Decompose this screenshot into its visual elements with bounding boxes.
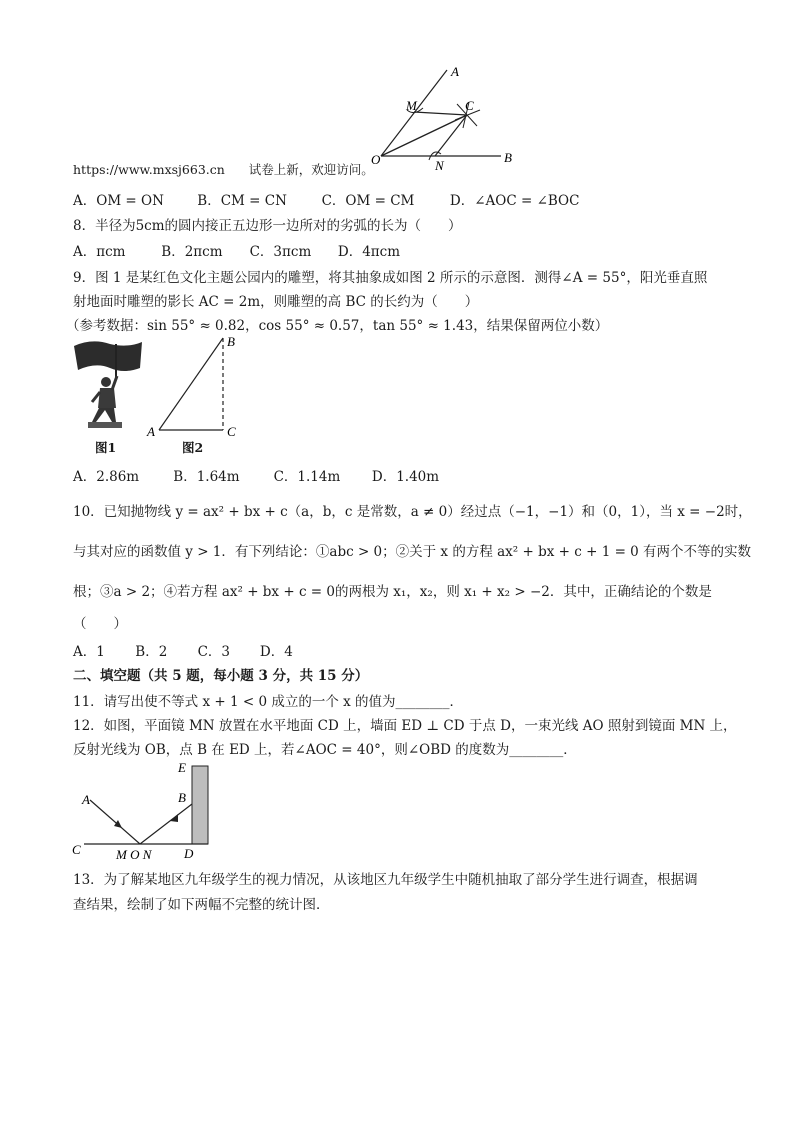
- q8-options: [73, 240, 400, 260]
- q7-figure: [365, 62, 525, 174]
- q9-option-d: D．1.40m: [371, 469, 440, 485]
- q9-fig1-label: 图1: [95, 440, 117, 455]
- q10-option-b: B．2: [135, 644, 168, 660]
- q13-line1: 13．为了解某地区九年级学生的视力情况，从该地区九年级学生中随机抽取了部分学生进行调查，根据调: [73, 872, 698, 888]
- q7-label-N: N: [435, 158, 444, 173]
- site-banner: [73, 160, 374, 178]
- q9-line1: 9．图 1 是某红色文化主题公园内的雕塑，将其抽象成如图 2 所示的示意图．测得∠A = 55°，阳光垂直照: [73, 270, 708, 286]
- q12-label-A: A: [82, 792, 90, 807]
- q10-option-c: C．3: [197, 644, 231, 660]
- q9-option-b: B．1.64m: [173, 469, 240, 485]
- section-2-heading: 二、填空题（共 5 题，每小题 3 分，共 15 分）: [73, 668, 369, 684]
- q12-figure: [70, 758, 220, 864]
- q7-label-O: O: [371, 152, 381, 167]
- q12-label-D: D: [184, 846, 194, 861]
- q10-line1: 10．已知抛物线 y = ax² + bx + c（a，b，c 是常数，a ≠ 0）经过点（−1，−1）和（0，1），当 x = −2时，: [73, 504, 752, 520]
- q8-option-c: C．3πcm: [249, 244, 312, 260]
- q7-option-a: A．OM = ON: [73, 193, 164, 209]
- q7-option-d: D．∠AOC = ∠BOC: [449, 193, 580, 209]
- q12-label-MON: M O N: [116, 847, 152, 862]
- site-url[interactable]: https://www.mxsj663.cn: [73, 162, 225, 177]
- q7-label-M: M: [406, 98, 417, 113]
- q12-line1: 12．如图，平面镜 MN 放置在水平地面 CD 上，墙面 ED ⊥ CD 于点 D，一束光线 AO 照射到镜面 MN 上，: [73, 718, 737, 734]
- q7-option-b: B．CM = CN: [197, 193, 287, 209]
- q11-stem: 11．请写出使不等式 x + 1 < 0 成立的一个 x 的值为________．: [73, 694, 464, 710]
- q7-options: [73, 189, 579, 209]
- q10-line2: 与其对应的函数值 y > 1．有下列结论：①abc > 0；②关于 x 的方程 ax² + bx + c + 1 = 0 有两个不等的实数: [73, 544, 752, 560]
- q9-option-a: A．2.86m: [73, 469, 140, 485]
- q9-fig2-label-B: B: [227, 334, 235, 349]
- q7-label-B: B: [504, 150, 512, 165]
- q10-line3: 根；③a > 2；④若方程 ax² + bx + c = 0的两根为 x₁，x₂，则 x₁ + x₂ > −2．其中，正确结论的个数是: [73, 584, 712, 600]
- q8-stem: 8．半径为5cm的圆内接正五边形一边所对的劣弧的长为（ ）: [73, 218, 462, 234]
- q9-fig2-label-C: C: [227, 424, 236, 438]
- q9-options: [73, 465, 439, 485]
- q9-fig2-label-A: A: [147, 424, 155, 438]
- q9-sculpture-image: [72, 338, 146, 434]
- q12-label-B: B: [178, 790, 186, 805]
- q10-option-d: D．4: [259, 644, 293, 660]
- q7-label-A: A: [451, 64, 459, 79]
- q9-option-c: C．1.14m: [273, 469, 341, 485]
- q9-triangle-figure: [145, 332, 245, 438]
- q12-label-E: E: [178, 760, 186, 775]
- q9-line3: （参考数据：sin 55° ≈ 0.82，cos 55° ≈ 0.57，tan 55° ≈ 1.43，结果保留两位小数）: [66, 318, 609, 334]
- q12-label-C: C: [72, 842, 81, 857]
- q9-fig2-label: 图2: [182, 440, 204, 455]
- q9-line2: 射地面时雕塑的影长 AC = 2m，则雕塑的高 BC 的长约为（ ）: [73, 294, 479, 310]
- q7-label-C: C: [465, 98, 474, 113]
- q10-options: [73, 640, 293, 660]
- q10-option-a: A．1: [73, 644, 105, 660]
- q10-line4: （ ）: [73, 616, 127, 632]
- q8-option-a: A．πcm: [73, 244, 126, 260]
- site-note: 试卷上新，欢迎访问。: [248, 162, 374, 177]
- q12-line2: 反射光线为 OB，点 B 在 ED 上，若∠AOC = 40°，则∠OBD 的度数为________．: [73, 742, 577, 758]
- q8-option-b: B．2πcm: [161, 244, 223, 260]
- q8-option-d: D．4πcm: [337, 244, 401, 260]
- q7-option-c: C．OM = CM: [321, 193, 415, 209]
- q13-line2: 查结果，绘制了如下两幅不完整的统计图．: [73, 897, 330, 913]
